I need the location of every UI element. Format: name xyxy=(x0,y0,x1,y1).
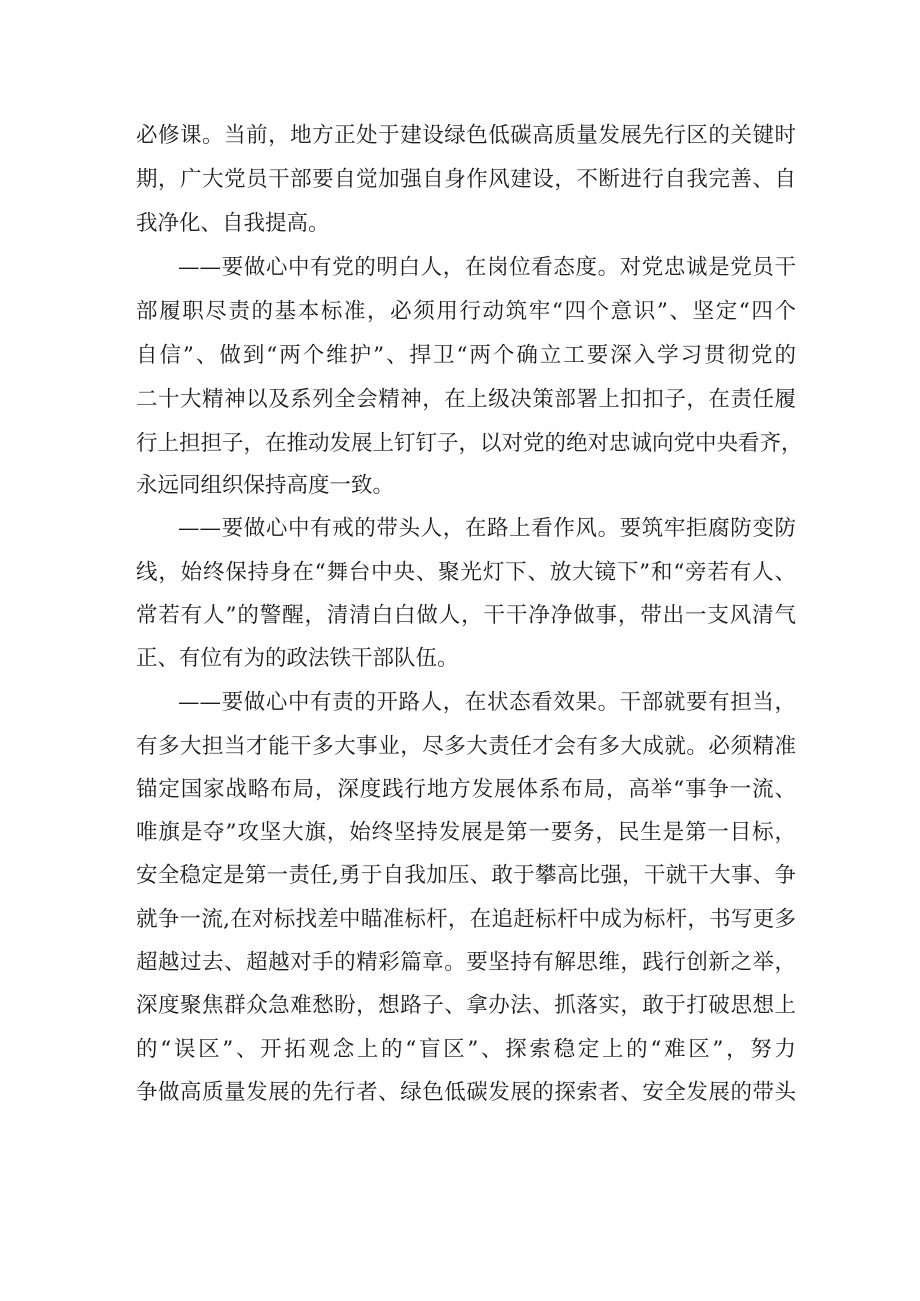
text-line: ——要做心中有党的明白人，在岗位看态度。对党忠诚是党员干 xyxy=(178,255,796,280)
text-line: 我净化、自我提高。 xyxy=(136,211,330,236)
text-line: 常若有人”的警醒，清清白白做人，干干净净做事，带出一支风清气 xyxy=(136,603,796,628)
text-line: 线，始终保持身在“舞台中央、聚光灯下、放大镜下”和“旁若有人、 xyxy=(136,560,796,585)
text-line: 争做高质量发展的先行者、绿色低碳发展的探索者、安全发展的带头 xyxy=(136,1080,796,1105)
text-line: 二十大精神以及系列全会精神，在上级决策部署上扣扣子，在责任履 xyxy=(136,387,796,412)
text-line: 有多大担当才能干多大事业，尽多大责任才会有多大成就。必须精准 xyxy=(136,734,796,759)
text-line: 安全稳定是第一责任,勇于自我加压、敢于攀高比强，干就干大事、争 xyxy=(136,863,796,888)
text-line: ——要做心中有戒的带头人，在路上看作风。要筑牢拒腐防变防 xyxy=(178,516,796,541)
text-line: 期，广大党员干部要自觉加强自身作风建设，不断进行自我完善、自 xyxy=(136,167,796,192)
text-line: 就争一流,在对标找差中瞄准标杆，在追赶标杆中成为标杆，书写更多 xyxy=(136,907,796,932)
text-line: 部履职尽责的基本标准，必须用行动筑牢“四个意识”、坚定“四个 xyxy=(136,299,796,324)
text-line: 必修课。当前，地方正处于建设绿色低碳高质量发展先行区的关键时 xyxy=(136,123,796,148)
text-line: 行上担担子，在推动发展上钉钉子，以对党的绝对忠诚向党中央看齐， xyxy=(136,431,803,456)
text-line: 自信”、做到“两个维护”、捍卫“两个确立工要深入学习贯彻党的 xyxy=(136,343,796,368)
text-line: ——要做心中有责的开路人，在状态看效果。干部就要有担当， xyxy=(178,690,796,715)
text-line: 唯旗是夺”攻坚大旗，始终坚持发展是第一要务，民生是第一目标， xyxy=(136,820,796,845)
text-line: 锚定国家战略布局，深度践行地方发展体系布局，高举“事争一流、 xyxy=(136,777,796,802)
text-line: 的“误区”、开拓观念上的“盲区”、探索稳定上的“难区”，努力 xyxy=(136,1037,796,1062)
text-line: 深度聚焦群众急难愁盼，想路子、拿办法、抓落实，敢于打破思想上 xyxy=(136,993,796,1018)
text-line: 正、有位有为的政法铁干部队伍。 xyxy=(136,646,459,671)
text-line: 永远同组织保持高度一致。 xyxy=(136,473,395,498)
text-line: 超越过去、超越对手的精彩篇章。要坚持有解思维，践行创新之举， xyxy=(136,950,796,975)
